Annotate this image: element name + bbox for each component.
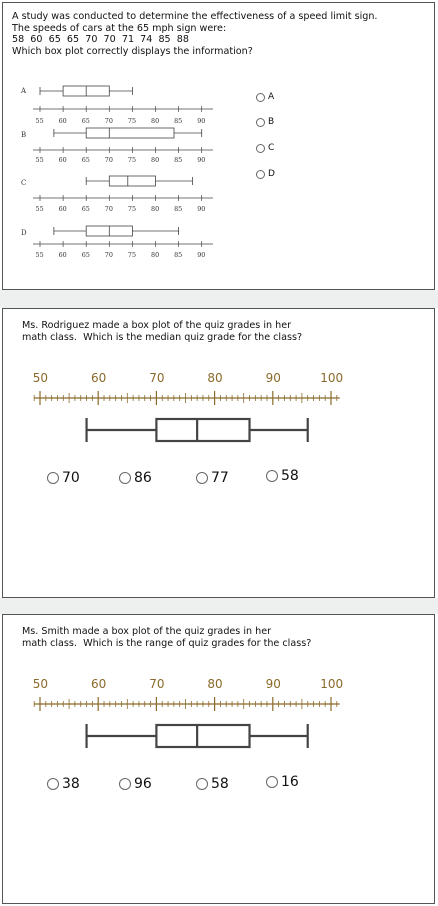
choice-77[interactable] <box>196 470 229 486</box>
plot-label: A <box>21 87 27 95</box>
choice-96[interactable] <box>119 776 152 792</box>
scale-label: 50 <box>32 677 49 691</box>
option-c[interactable] <box>256 143 274 153</box>
tick-label: 65 <box>81 156 90 164</box>
tick-label: 90 <box>197 117 206 125</box>
tick-label: 75 <box>127 251 137 259</box>
speed-data-line: 58 60 65 65 70 70 71 74 85 88 <box>12 34 189 45</box>
scale-label: 70 <box>149 677 165 691</box>
tick-label: 65 <box>81 251 90 259</box>
option-b[interactable] <box>256 117 274 127</box>
ruler-plot-svg <box>3 383 333 473</box>
radio-button[interactable] <box>266 470 278 482</box>
question-text-line: Ms. Rodriguez made a box plot of the quiz grades in her <box>22 320 292 331</box>
choice-label: 96 <box>134 776 152 792</box>
option-d[interactable] <box>256 169 275 179</box>
question-text-line: The speeds of cars at the 65 mph sign were: <box>12 22 227 34</box>
scale-label: 60 <box>91 371 107 385</box>
tick-label: 75 <box>127 156 137 164</box>
tick-label: 70 <box>104 117 113 125</box>
scale-label: 100 <box>320 371 344 385</box>
radio-button[interactable] <box>256 93 265 102</box>
choice-label: 58 <box>211 776 229 792</box>
box <box>86 128 174 138</box>
tick-label: 60 <box>58 251 67 259</box>
tick-label: 55 <box>35 205 44 213</box>
tick-label: 65 <box>81 205 90 213</box>
radio-button[interactable] <box>196 472 208 484</box>
tick-label: 80 <box>151 205 160 213</box>
choice-label: 38 <box>62 776 80 792</box>
tick-label: 90 <box>197 205 206 213</box>
scale-label: 90 <box>265 677 281 691</box>
tick-label: 60 <box>58 156 67 164</box>
choice-label: 70 <box>62 470 80 486</box>
question-card-1 <box>2 2 435 290</box>
scale-label: 70 <box>149 371 165 385</box>
tick-label: 90 <box>197 156 206 164</box>
option-label: D <box>268 169 275 179</box>
tick-label: 75 <box>127 205 137 213</box>
question-text-line: Which box plot correctly displays the information? <box>12 45 253 57</box>
radio-button[interactable] <box>256 118 265 127</box>
radio-button[interactable] <box>266 776 278 788</box>
scale-label: 60 <box>91 677 107 691</box>
box <box>109 176 155 186</box>
choice-86[interactable] <box>119 470 152 486</box>
tick-label: 80 <box>151 251 160 259</box>
choice-58[interactable] <box>266 468 299 484</box>
choice-label: 58 <box>281 468 299 484</box>
radio-button[interactable] <box>119 472 131 484</box>
tick-label: 65 <box>81 117 90 125</box>
tick-label: 90 <box>197 251 206 259</box>
tick-label: 55 <box>35 156 44 164</box>
question-text-line: Ms. Smith made a box plot of the quiz grades in her <box>22 626 272 637</box>
choice-label: 16 <box>281 774 299 790</box>
choice-16[interactable] <box>266 774 299 790</box>
tick-label: 85 <box>174 205 183 213</box>
box <box>156 419 249 441</box>
tick-label: 70 <box>104 251 113 259</box>
tick-label: 85 <box>174 156 183 164</box>
plot-label: B <box>21 131 27 139</box>
option-a[interactable] <box>256 92 274 102</box>
radio-button[interactable] <box>256 170 265 179</box>
tick-label: 80 <box>151 156 160 164</box>
radio-button[interactable] <box>47 472 59 484</box>
plot-label: D <box>21 229 27 237</box>
choice-label: 77 <box>211 470 229 486</box>
separator <box>0 598 438 614</box>
separator <box>0 290 438 308</box>
question-text-line: math class. Which is the median quiz grade for the class? <box>22 331 303 343</box>
plot-label: C <box>21 179 27 187</box>
option-label: A <box>268 92 275 102</box>
question-card-3 <box>2 614 435 904</box>
tick-label: 85 <box>174 117 183 125</box>
option-label: C <box>268 143 275 153</box>
ruler-plot-svg <box>3 689 333 779</box>
radio-button[interactable] <box>119 778 131 790</box>
tick-label: 70 <box>104 205 113 213</box>
tick-label: 55 <box>35 251 44 259</box>
scale-label: 90 <box>265 371 281 385</box>
scale-label: 100 <box>320 677 344 691</box>
tick-label: 75 <box>127 117 137 125</box>
radio-button[interactable] <box>256 144 265 153</box>
tick-label: 60 <box>58 205 67 213</box>
question-text-line: A study was conducted to determine the effectiveness of a speed limit sign. <box>12 11 378 22</box>
scale-label: 80 <box>207 677 223 691</box>
choice-38[interactable] <box>47 776 80 792</box>
box <box>156 725 249 747</box>
tick-label: 55 <box>35 117 44 125</box>
radio-button[interactable] <box>47 778 59 790</box>
choice-58[interactable] <box>196 776 229 792</box>
tick-label: 60 <box>58 117 67 125</box>
choice-label: 86 <box>134 470 152 486</box>
question-card-2 <box>2 308 435 598</box>
scale-label: 50 <box>32 371 49 385</box>
radio-button[interactable] <box>196 778 208 790</box>
scale-label: 80 <box>207 371 223 385</box>
tick-label: 85 <box>174 251 183 259</box>
tick-label: 70 <box>104 156 113 164</box>
option-label: B <box>268 117 275 127</box>
tick-label: 80 <box>151 117 160 125</box>
question-text-line: math class. Which is the range of quiz grades for the class? <box>22 637 312 649</box>
choice-70[interactable] <box>47 470 80 486</box>
